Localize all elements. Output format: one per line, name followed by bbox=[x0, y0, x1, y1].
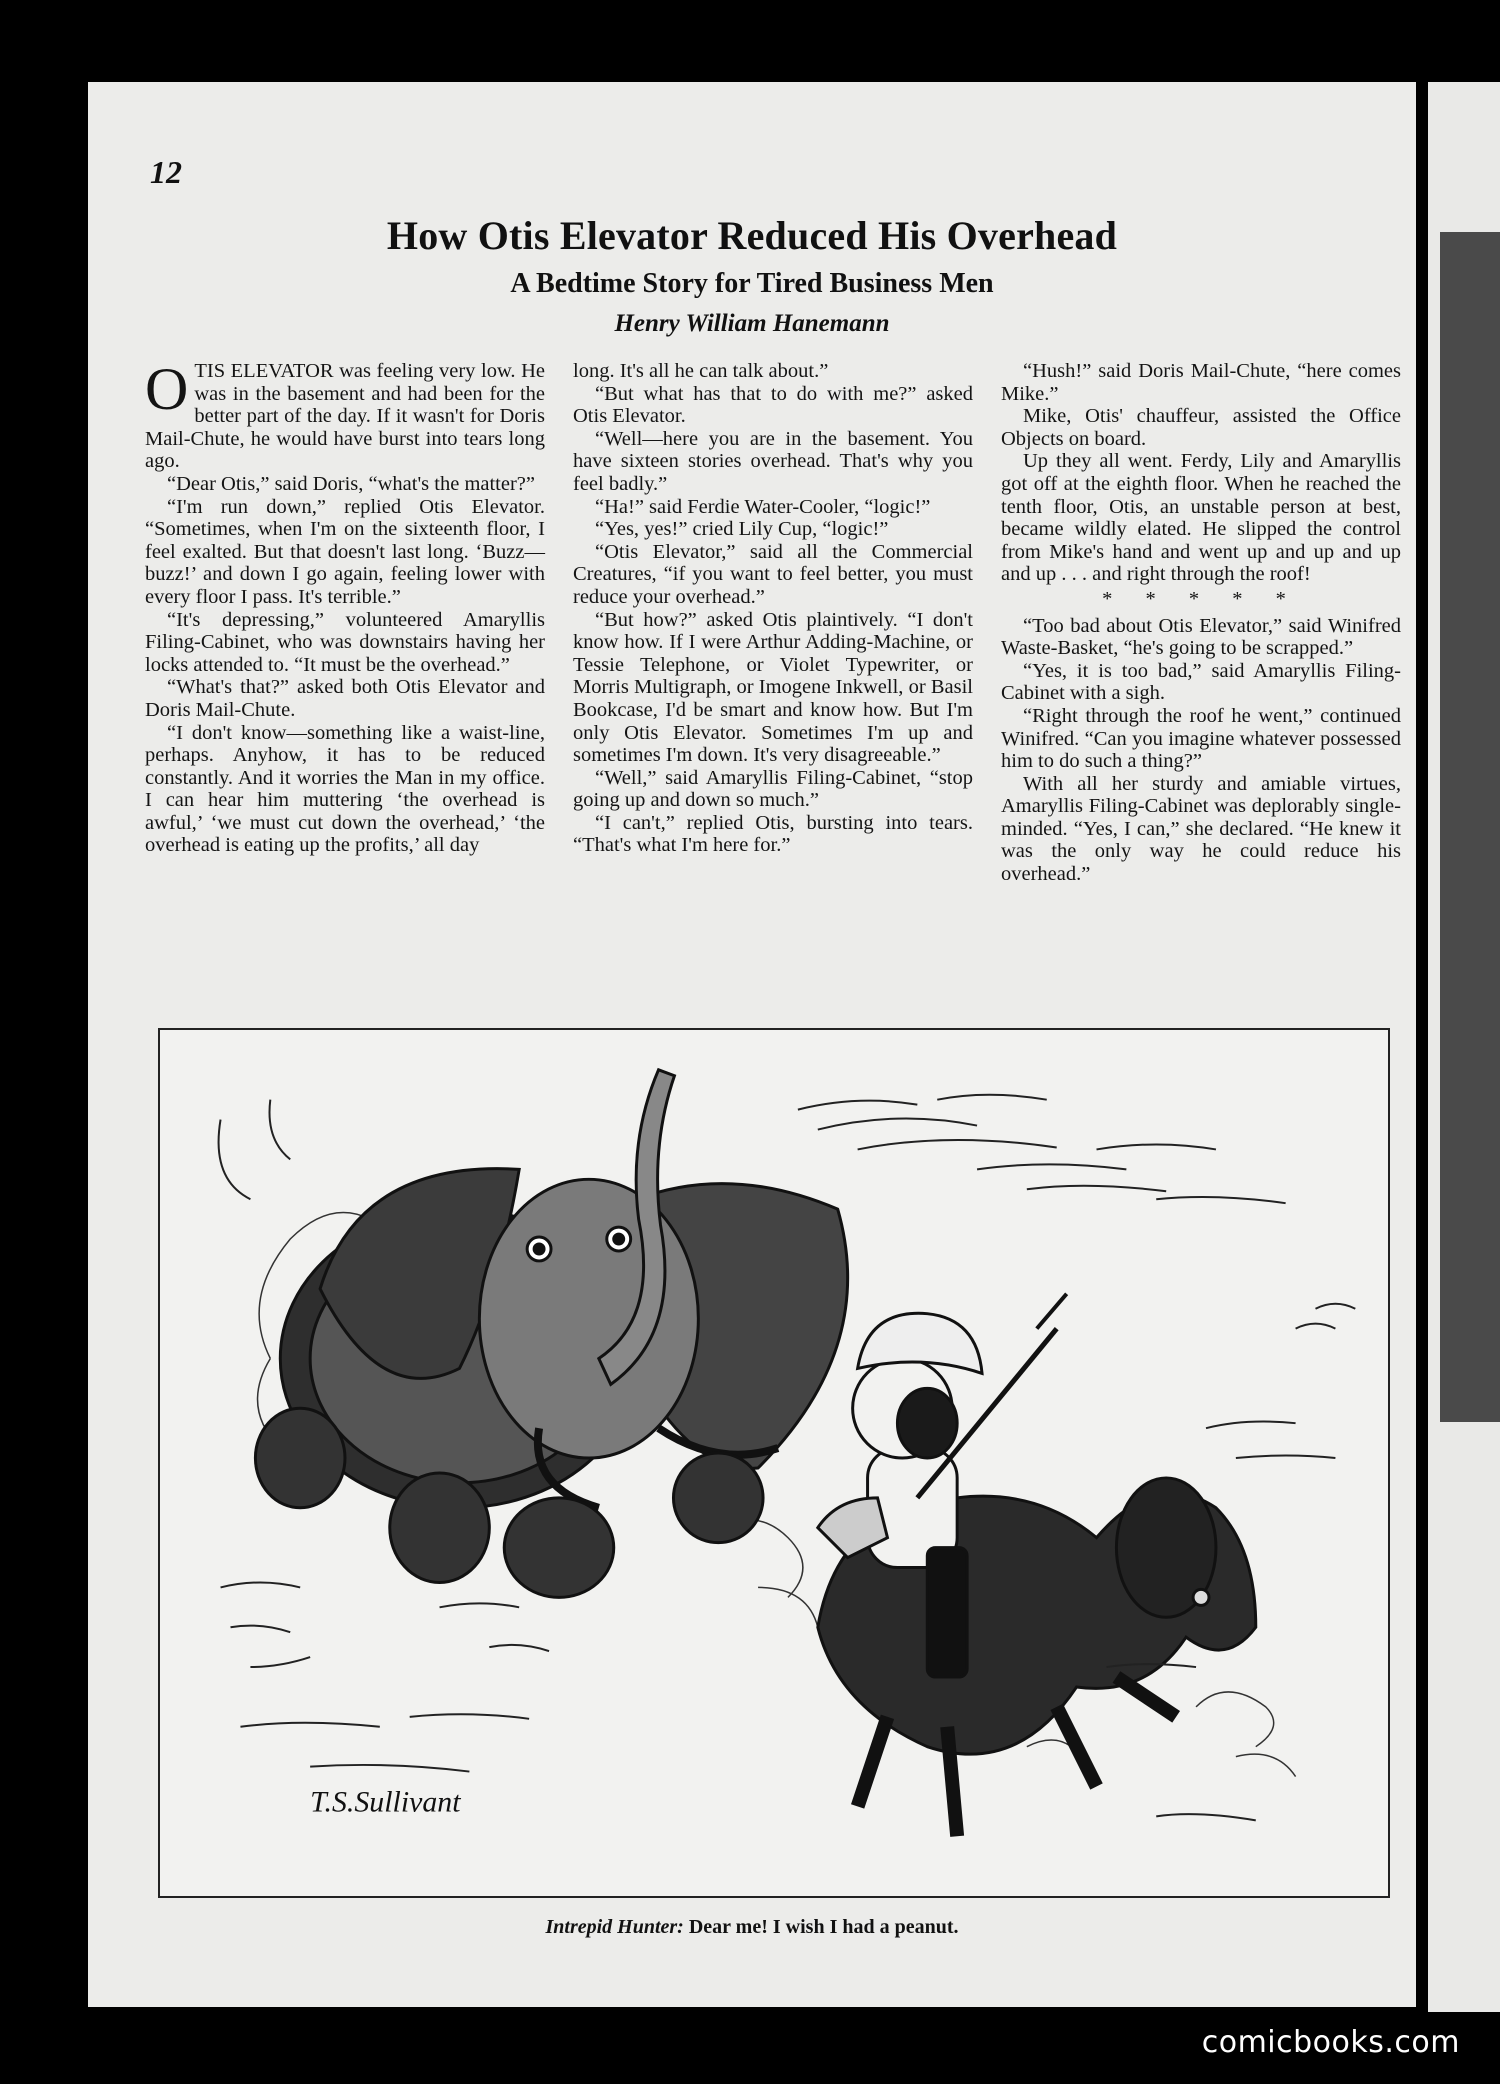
elephant bbox=[255, 1070, 847, 1598]
paragraph: Mike, Otis' chauffeur, assisted the Office Objects on board. bbox=[1001, 405, 1401, 450]
cartoon-drawing bbox=[160, 1030, 1388, 1896]
paragraph: “Otis Elevator,” said all the Commercial Creatures, “if you want to feel better, you must reduce your overhead.” bbox=[573, 540, 973, 608]
paragraph: “Dear Otis,” said Doris, “what's the matter?” bbox=[167, 472, 535, 495]
watermark: comicbooks.com bbox=[1201, 2025, 1460, 2060]
column-1 bbox=[145, 356, 545, 1100]
paragraph: “Ha!” said Ferdie Water-Cooler, “logic!” bbox=[595, 495, 931, 518]
adjacent-page-illustration-edge bbox=[1440, 232, 1500, 1432]
paragraph: “It's depressing,” volunteered Amaryllis Filing-Cabinet, who was downstairs having her locks attended to. “It must be the overhead.” bbox=[145, 608, 545, 676]
article-subtitle: A Bedtime Story for Tired Business Men bbox=[510, 268, 994, 299]
article-body bbox=[145, 356, 1401, 1100]
paragraph: “Hush!” said Doris Mail-Chute, “here comes Mike.” bbox=[1001, 360, 1401, 405]
paragraph: “Too bad about Otis Elevator,” said Winifred Waste-Basket, “he's going to be scrapped.” bbox=[1001, 614, 1401, 660]
adjacent-page-edge bbox=[1428, 82, 1500, 2012]
caption-speaker: Intrepid Hunter: bbox=[545, 1916, 684, 1938]
paragraph: “I can't,” replied Otis, bursting into tears. “That's what I'm here for.” bbox=[573, 811, 973, 857]
paragraph: long. It's all he can talk about.” bbox=[573, 360, 829, 382]
illustration-caption bbox=[88, 1916, 1416, 1939]
paragraph: With all her sturdy and amiable virtues, Amaryllis Filing-Cabinet was deplorably single-minded. “Yes, I can,” she declared. “He knew it was the only way he could reduce his overhead.” bbox=[1001, 772, 1401, 886]
hunter-on-horse bbox=[818, 1294, 1256, 1836]
paragraph: Up they all went. Ferdy, Lily and Amaryllis got off at the eighth floor. When he reached the tenth floor, Otis, an unstable person at best, became wildly elated. He slipped the control from Mike's hand and went up and up and up and up . . . and right through the roof! bbox=[1001, 450, 1401, 586]
article-title: How Otis Elevator Reduced His Overhead bbox=[386, 213, 1118, 258]
magazine-page bbox=[88, 82, 1416, 2007]
paragraph: “I don't know—something like a waist-line, perhaps. Anyhow, it has to be reduced constantly. And it worries the Man in my office. I can hear him muttering ‘the overhead is awful,’ ‘we must cut down the overhead,’ ‘the overhead is eating up the profits,’ all day bbox=[145, 721, 545, 857]
cartoon-illustration bbox=[158, 1028, 1390, 1898]
paragraph: “Yes, it is too bad,” said Amaryllis Filing-Cabinet with a sigh. bbox=[1001, 659, 1401, 705]
paragraph: “Well,” said Amaryllis Filing-Cabinet, “stop going up and down so much.” bbox=[573, 766, 973, 812]
column-2 bbox=[573, 360, 973, 1100]
paragraph: “Right through the roof he went,” continued Winifred. “Can you imagine whatever possessed him to do such a thing?” bbox=[1001, 704, 1401, 773]
paragraph: “I'm run down,” replied Otis Elevator. “Sometimes, when I'm on the sixteenth floor, I feel exalted. But that doesn't last long. ‘Buzz—buzz!’ and down I go again, feeling lower with every floor I pass. It's terrible.” bbox=[145, 495, 545, 608]
artist-signature: T.S.Sullivant bbox=[310, 1785, 461, 1819]
paragraph: “What's that?” asked both Otis Elevator and Doris Mail-Chute. bbox=[145, 676, 545, 721]
caption-text: Dear me! I wish I had a peanut. bbox=[688, 1916, 959, 1938]
article-author: Henry William Hanemann bbox=[614, 310, 890, 337]
drop-cap: O bbox=[145, 356, 189, 422]
paragraph: “Well—here you are in the basement. You have sixteen stories overhead. That's why you feel badly.” bbox=[573, 427, 973, 495]
paragraph: OTIS ELEVATOR was feeling very low. He was in the basement and had been for the better part of the day. If it wasn't for Doris Mail-Chute, he would have burst into tears long ago. bbox=[145, 356, 545, 473]
section-break-stars: * * * * * bbox=[1102, 587, 1300, 610]
column-3 bbox=[1001, 360, 1401, 1100]
paragraph: “Yes, yes!” cried Lily Cup, “logic!” bbox=[595, 518, 889, 541]
paragraph: “But how?” asked Otis plaintively. “I don't know how. If I were Arthur Adding-Machine, or Tessie Telephone, or Violet Typewriter, or Morris Multigraph, or Imogene Inkwell, or Basil Bookcase, I'd be smart and know how. But I'm only Otis Elevator. Sometimes I'm up and sometimes I'm down. It's very disagreeable.” bbox=[573, 608, 973, 767]
page-number: 12 bbox=[150, 154, 182, 190]
paragraph: “But what has that to do with me?” asked Otis Elevator. bbox=[573, 382, 973, 428]
